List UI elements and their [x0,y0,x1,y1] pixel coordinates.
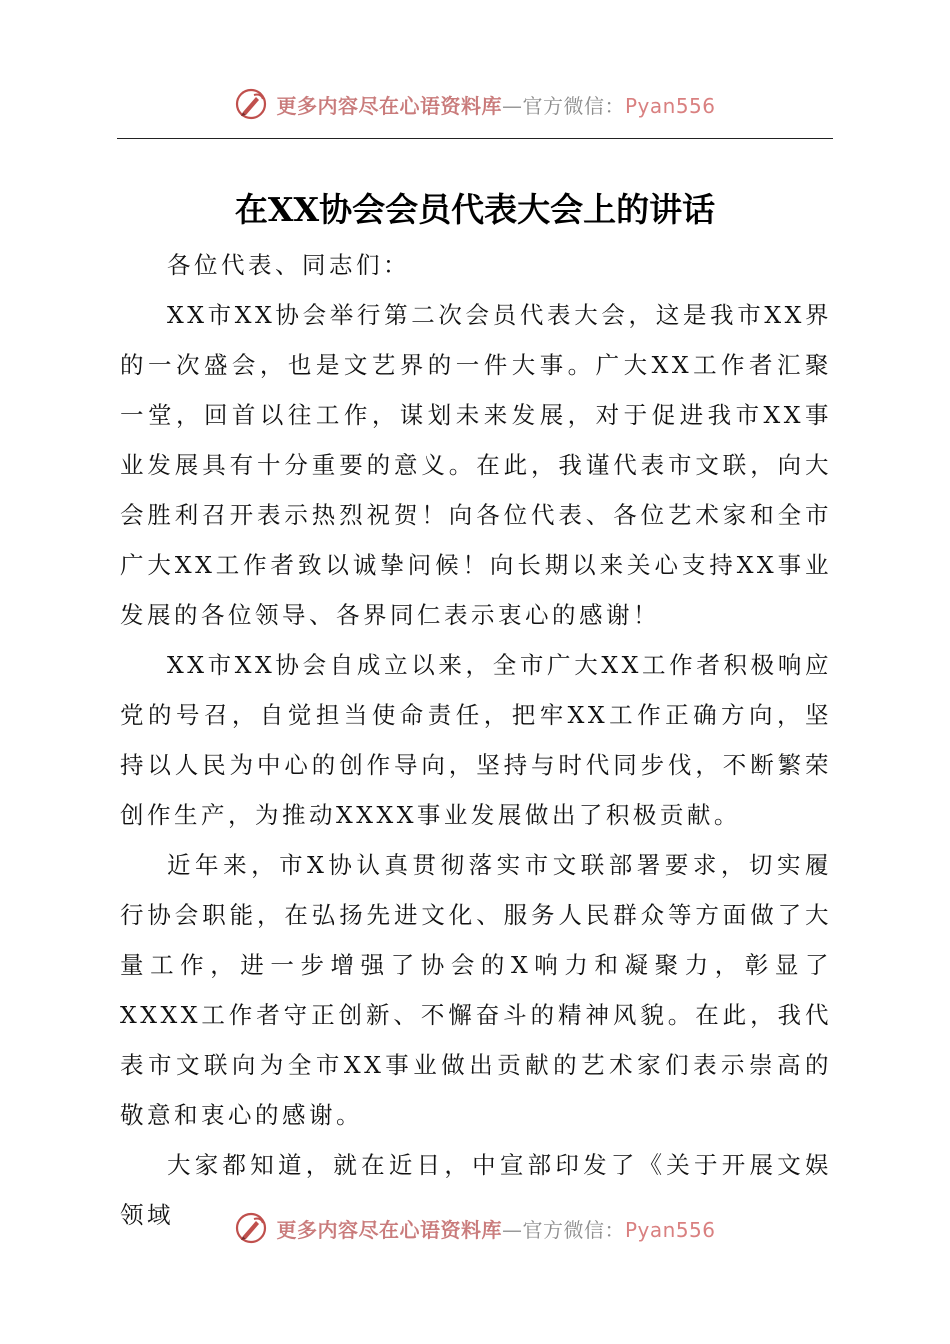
header-divider [117,138,833,139]
banner-wechat-id: Pyan556 [624,1217,716,1242]
paragraph-2: XX市XX协会自成立以来，全市广大XX工作者积极响应党的号召，自觉担当使命责任，把牢XX工作正确方向，坚持以人民为中心的创作导向，坚持与时代同步伐，不断繁荣创作生产，为推动XXXX事业发展做出了积极贡献。 [120,651,832,829]
banner-separator: — [501,1217,523,1242]
paragraph-1: XX市XX协会举行第二次会员代表大会，这是我市XX界的一次盛会，也是文艺界的一件大事。广大XX工作者汇聚一堂，回首以往工作，谋划未来发展，对于促进我市XX事业发展具有十分重要的意义。在此，我谨代表市文联，向大会胜利召开表示热烈祝贺！向各位代表、各位艺术家和全市广大XX工作者致以诚挚问候！向长期以来关心支持XX事业发展的各位领导、各界同仁表示衷心的感谢！ [120,301,832,629]
banner-library-text: 更多内容尽在心语资料库 [276,93,502,118]
banner-library-text: 更多内容尽在心语资料库 [276,1217,502,1242]
paragraph-4: 大家都知道，就在近日，中宣部印发了《关于开展文娱领域 [120,1151,832,1229]
header-banner [0,84,950,124]
footer-banner [0,1208,950,1248]
banner-text [276,90,715,119]
paragraph-3: 近年来，市X协认真贯彻落实市文联部署要求，切实履行协会职能，在弘扬先进文化、服务人民群众等方面做了大量工作，进一步增强了协会的X响力和凝聚力，彰显了XXXX工作者守正创新、不懈奋斗的精神风貌。在此，我代表市文联向为全市XX事业做出贡献的艺术家们表示崇高的敬意和衷心的感谢。 [120,851,832,1129]
banner-text [276,1214,715,1243]
pen-logo-icon [234,1211,268,1245]
banner-wechat-id: Pyan556 [624,93,716,118]
document-title: 在XX协会会员代表大会上的讲话 [234,190,716,229]
banner-wechat-label: 官方微信： [522,93,625,118]
document-body [120,240,832,1240]
banner-separator: — [501,93,523,118]
pen-logo-icon [234,87,268,121]
banner-wechat-label: 官方微信： [522,1217,625,1242]
salutation: 各位代表、同志们： [167,251,410,279]
